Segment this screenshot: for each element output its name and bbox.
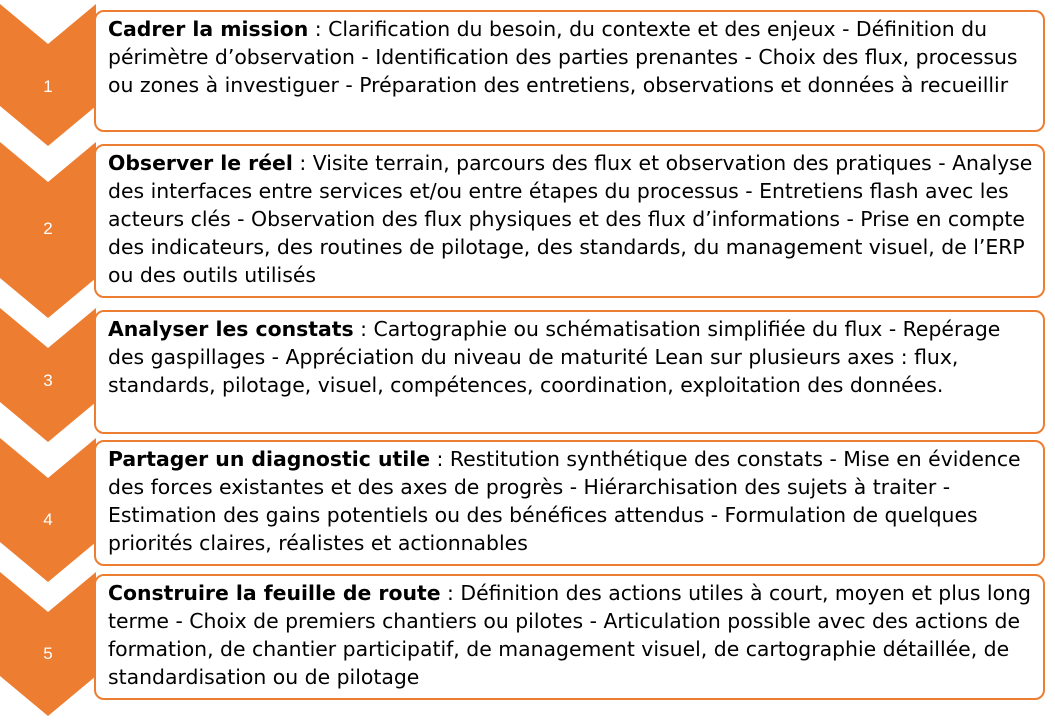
step-4-number: 4 <box>43 510 53 529</box>
step-3-box <box>94 310 1045 434</box>
step-4-separator: : <box>430 447 450 471</box>
step-3-description: Cartographie ou schématisation simplifiée du flux - Repérage des gaspillages - Appréciation du niveau de maturité Lean sur plusieurs axes : flux, standards, pilotage, visuel, compétences, coordination, exploitation des données. <box>108 317 1001 397</box>
step-3-title: Analyser les constats <box>108 317 354 341</box>
step-3-separator: : <box>353 317 374 341</box>
step-4 <box>0 432 1055 582</box>
step-1-title: Cadrer la mission <box>108 17 309 41</box>
step-1-chevron <box>0 0 96 146</box>
step-1 <box>0 0 1055 146</box>
step-1-number: 1 <box>43 77 53 96</box>
step-5-title: Construire la feuille de route <box>108 581 441 605</box>
step-5 <box>0 566 1055 721</box>
step-4-box <box>94 440 1045 566</box>
step-2-description: Visite terrain, parcours des flux et observation des pratiques - Analyse des interfaces entre services et/ou entre étapes du processus - Entretiens flash avec les acteurs clés - Observation des flux physiques et des flux d’informations - Prise en compte des indicateurs, des routines de pilotage, des standards, du management visuel, de l’ERP ou des outils utilisés <box>108 151 1033 287</box>
step-5-description: Définition des actions utiles à court, moyen et plus long terme - Choix de premiers chantiers ou pilotes - Articulation possible avec des actions de formation, de chantier participatif, de management visuel, de cartographie détaillée, de standardisation ou de pilotage <box>108 581 1031 689</box>
step-2 <box>0 136 1055 322</box>
step-2-box <box>94 144 1045 298</box>
step-4-title: Partager un diagnostic utile <box>108 447 431 471</box>
step-1-separator: : <box>308 17 329 41</box>
step-2-title: Observer le réel <box>108 151 293 175</box>
step-3-number: 3 <box>43 371 53 390</box>
step-5-box <box>94 574 1045 700</box>
step-5-separator: : <box>440 581 461 605</box>
step-2-separator: : <box>292 151 313 175</box>
step-1-box <box>94 10 1045 132</box>
step-4-description: Restitution synthétique des constats - Mise en évidence des forces existantes et des axes de progrès - Hiérarchisation des sujets à traiter - Estimation des gains potentiels ou des bénéfices attendus - Formulation de quelques priorités claires, réalistes et actionnables <box>108 447 1021 555</box>
step-4-chevron <box>0 432 96 582</box>
step-2-number: 2 <box>43 219 53 238</box>
step-5-number: 5 <box>43 644 53 663</box>
step-3 <box>0 302 1055 442</box>
step-1-description: Clarification du besoin, du contexte et des enjeux - Définition du périmètre d’observation - Identification des parties prenantes - Choix des flux, processus ou zones à investiguer - Préparation des entretiens, observations et données à recueillir <box>108 17 1018 97</box>
